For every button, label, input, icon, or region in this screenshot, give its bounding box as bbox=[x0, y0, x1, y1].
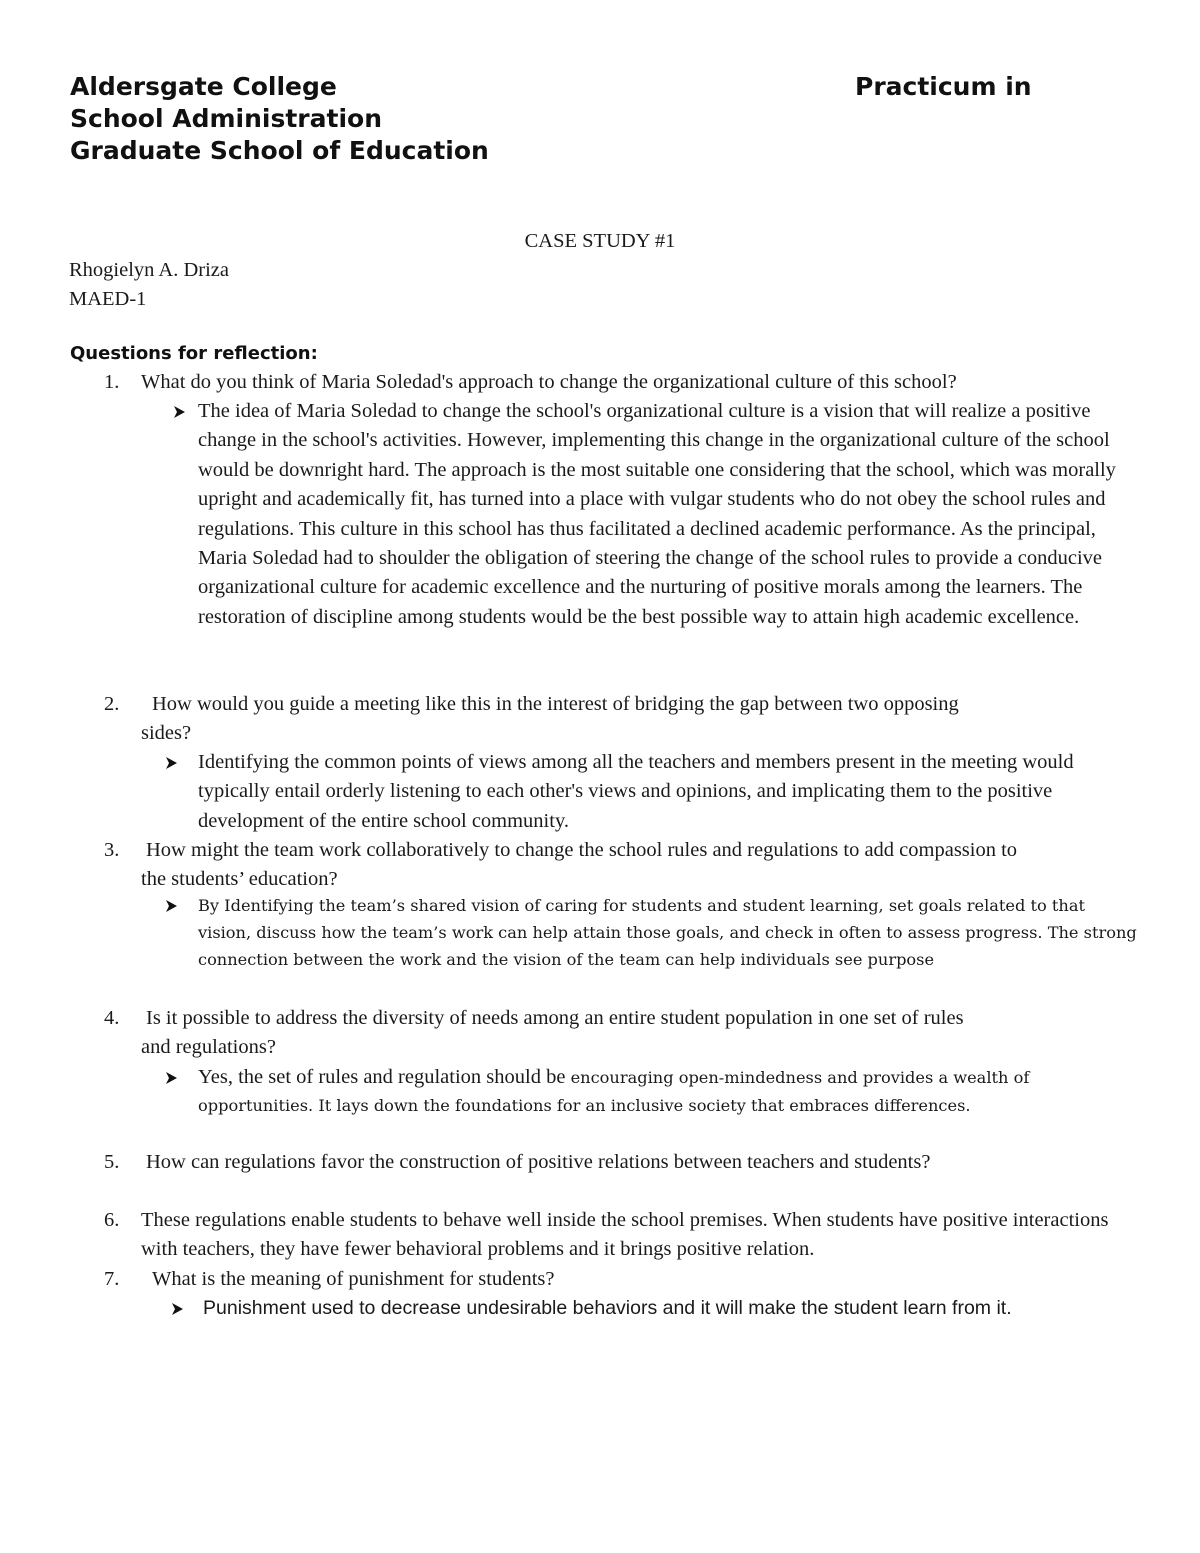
questions-heading: Questions for reflection: bbox=[70, 343, 318, 364]
item-2-number: 2. bbox=[104, 693, 120, 715]
item-3-answer: By Identifying the team’s shared vision of caring for students and student learning, set goals related to that vision, discuss how the team’s work can help attain those goals, and check in often to assess progress. The strong connection between the work and the vision of the team can help individuals see purpose bbox=[198, 896, 1137, 969]
item-4-answer-rest: encouraging open-mindedness and provides a wealth of opportunities. It lays down the foundations for an inclusive society that embraces differences. bbox=[198, 1068, 1030, 1116]
item-7-number: 7. bbox=[104, 1268, 120, 1290]
course-title-line1: Practicum in bbox=[855, 72, 1032, 101]
arrow-bullet-icon bbox=[173, 397, 187, 426]
item-1-answer: The idea of Maria Soledad to change the school's organizational culture is a vision that will realize a positive change in the school's activities. However, implementing this change in the organizational culture of the school would be downright hard. The approach is the most suitable one considering that the school, which was morally upright and academically fit, has turned into a place with vulgar students who do not obey the school rules and regulations. This culture in this school has thus facilitated a declined academic performance. As the principal, Maria Soledad had to shoulder the obligation of steering the change of the school rules to provide a conducive organizational culture for academic excellence and the nurturing of positive morals among the learners. The restoration of discipline among students would be the best possible way to attain high academic excellence. bbox=[198, 400, 1116, 628]
item-5-number: 5. bbox=[104, 1151, 120, 1173]
course-title-line2: School Administration bbox=[70, 104, 382, 133]
item-7-answer: Punishment used to decrease undesirable behaviors and it will make the student learn from it. bbox=[203, 1297, 1012, 1319]
item-6-number: 6. bbox=[104, 1209, 120, 1231]
item-1-question: What do you think of Maria Soledad's approach to change the organizational culture of this school? bbox=[141, 371, 957, 393]
arrow-bullet-icon bbox=[165, 1063, 179, 1092]
document-title: CASE STUDY #1 bbox=[524, 230, 676, 252]
student-program: MAED-1 bbox=[69, 288, 147, 310]
college-name: Aldersgate College bbox=[70, 72, 337, 101]
item-5-question: How can regulations favor the construction of positive relations between teachers and students? bbox=[146, 1151, 931, 1173]
arrow-bullet-icon bbox=[165, 748, 179, 777]
item-7-question: What is the meaning of punishment for students? bbox=[152, 1268, 555, 1290]
school-name: Graduate School of Education bbox=[70, 136, 489, 165]
item-2-question: How would you guide a meeting like this in the interest of bridging the gap between two opposing sides? bbox=[141, 693, 959, 745]
item-2-answer: Identifying the common points of views among all the teachers and members present in the meeting would typically entail orderly listening to each other's views and opinions, and implicating them to the positive development of the entire school community. bbox=[198, 751, 1074, 832]
item-4-answer bbox=[198, 1063, 1138, 1119]
item-6-text: These regulations enable students to behave well inside the school premises. When students have positive interactions with teachers, they have fewer behavioral problems and it brings positive relation. bbox=[141, 1209, 1109, 1261]
item-3-number: 3. bbox=[104, 839, 120, 861]
item-1-number: 1. bbox=[104, 371, 120, 393]
arrow-bullet-icon bbox=[165, 892, 179, 919]
item-4-number: 4. bbox=[104, 1007, 120, 1029]
student-name: Rhogielyn A. Driza bbox=[69, 259, 229, 281]
item-4-answer-lead: Yes, the set of rules and regulation should be bbox=[198, 1066, 566, 1088]
arrow-bullet-icon bbox=[171, 1294, 185, 1323]
item-4-question: Is it possible to address the diversity of needs among an entire student population in one set of rules and regulations? bbox=[141, 1007, 964, 1059]
item-3-question: How might the team work collaboratively to change the school rules and regulations to add compassion to the students’ education? bbox=[141, 839, 1018, 891]
